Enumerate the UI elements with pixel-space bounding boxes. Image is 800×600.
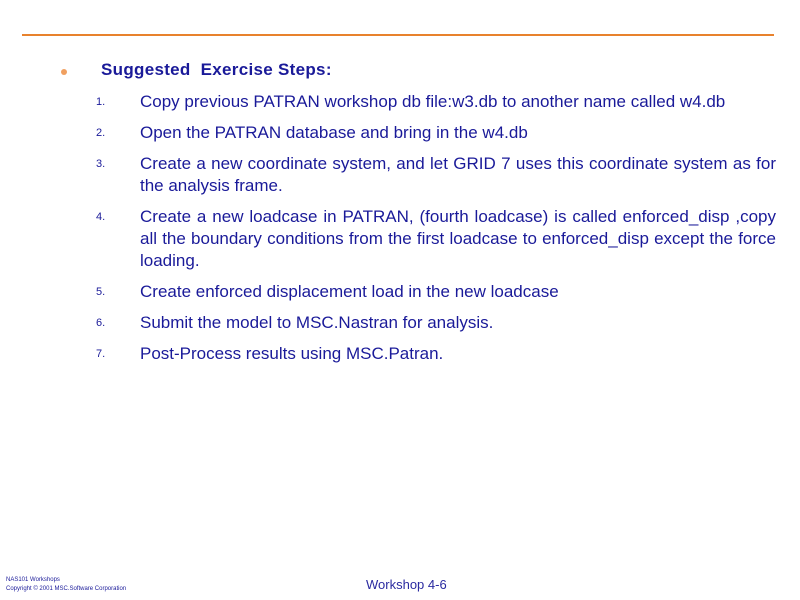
step-text: Post-Process results using MSC.Patran. — [140, 344, 444, 363]
step-number: 6. — [96, 317, 106, 329]
step-text: Open the PATRAN database and bring in the w4.db — [140, 123, 528, 142]
list-item — [96, 312, 776, 334]
step-text: Create a new coordinate system, and let GRID 7 uses this coordinate system as for the analysis frame. — [140, 154, 776, 195]
footer-copyright: Copyright © 2001 MSC.Software Corporation — [6, 586, 127, 592]
step-number: 2. — [96, 127, 106, 139]
step-number: 4. — [96, 211, 106, 223]
list-item — [96, 206, 776, 272]
page-label: Workshop 4-6 — [366, 577, 447, 592]
list-item — [96, 153, 776, 197]
list-item — [96, 91, 776, 113]
step-text: Submit the model to MSC.Nastran for analysis. — [140, 313, 494, 332]
step-number: 1. — [96, 96, 106, 108]
steps-list — [96, 91, 776, 374]
header-divider — [22, 34, 774, 36]
step-number: 5. — [96, 286, 106, 298]
bullet-icon — [61, 69, 67, 75]
step-text: Create enforced displacement load in the new loadcase — [140, 282, 559, 301]
footer-course: NAS101 Workshops — [6, 577, 60, 583]
list-item — [96, 343, 776, 365]
list-item — [96, 281, 776, 303]
step-number: 7. — [96, 348, 106, 360]
step-text: Copy previous PATRAN workshop db file:w3.db to another name called w4.db — [140, 92, 726, 111]
footer-credits — [6, 576, 126, 594]
list-item — [96, 122, 776, 144]
step-number: 3. — [96, 158, 106, 170]
step-text: Create a new loadcase in PATRAN, (fourth loadcase) is called enforced_disp ,copy all the boundary conditions from the first loadcase to enforced_disp except the force loading. — [140, 207, 776, 270]
slide-heading: Suggested Exercise Steps: — [101, 60, 332, 79]
